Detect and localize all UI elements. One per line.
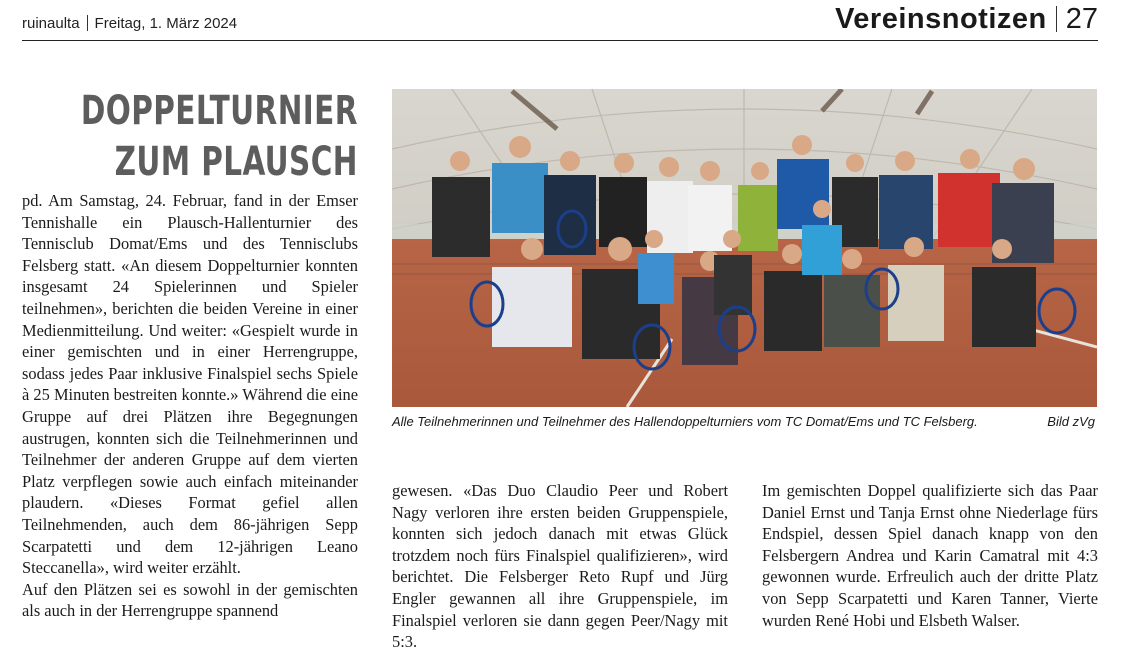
group-photo-image bbox=[392, 89, 1097, 407]
article-column-3 bbox=[762, 480, 1098, 631]
publication-name: ruinaulta bbox=[22, 15, 80, 32]
header-meta bbox=[22, 15, 237, 32]
header-section-block bbox=[835, 3, 1098, 36]
article-column-2 bbox=[392, 480, 728, 653]
headline-line-1: DOPPELTURNIER bbox=[80, 88, 358, 134]
headline-line-2: ZUM PLAUSCH bbox=[114, 139, 358, 185]
issue-date: Freitag, 1. März 2024 bbox=[94, 15, 238, 32]
header-divider bbox=[1056, 6, 1057, 32]
article-paragraph-2-continued: gewesen. «Das Duo Claudio Peer und Robert Nagy verloren ihre ersten beiden Gruppenspiele, konnten sich jedoch danach mit etwas Glück trotzdem noch fürs Finalspiel qualifizieren», wird berichtet. Die Felsberger Reto Rupf und Jürg Engler gewannen all ihre Gruppenspiele, im Finalspiel verloren sie dann gegen Peer/Nagy mit 5:3. bbox=[392, 481, 728, 652]
article-paragraph-1: pd. Am Samstag, 24. Februar, fand in der Emser Tennishalle ein Plausch-Hallenturnier des Tennisclub Domat/Ems und des Tennisclubs Felsberg statt. «An diesem Doppelturnier konnten insgesamt 24 Spielerinnen und Spieler teilnehmen», berichten die beiden Vereine in einer Medienmitteilung. Und weiter: «Gespielt wurde in einer gemischten und in einer Herrengruppe, sodass jedes Paar inklusive Finalspiel sechs Spiele à 25 Minuten bestreiten konnte.» Während die eine Gruppe auf drei Plätzen ihre Begegnungen austrugen, konnten sich die Teilnehmerinnen und Teilnehmer der anderen Gruppe auf dem vierten Platz verpflegen sowie auch einfach miteinander plaudern. «Dieses Format gefiel allen Teilnehmenden, auch dem 86-jährigen Sepp Scarpatetti und dem 12-jährigen Leano Steccanella», wird weiter erzählt. bbox=[22, 191, 358, 578]
photo-caption-row bbox=[392, 414, 1097, 429]
article-photo bbox=[392, 89, 1097, 407]
article-paragraph-2-start: Auf den Plätzen sei es sowohl in der gemischten als auch in der Herrengruppe spannend bbox=[22, 579, 358, 621]
photo-caption: Alle Teilnehmerinnen und Teilnehmer des Hallendoppelturniers vom TC Domat/Ems und TC Felsberg. bbox=[392, 414, 978, 429]
article-column-1 bbox=[22, 190, 358, 622]
article-headline bbox=[81, 86, 358, 188]
page-header bbox=[22, 0, 1098, 41]
section-title: Vereinsnotizen bbox=[835, 3, 1047, 35]
article-paragraph-3: Im gemischten Doppel qualifizierte sich das Paar Daniel Ernst und Tanja Ernst ohne Niederlage fürs Endspiel, dessen Spiel danach knapp von den Felsbergern Andrea und Karin Camatral mit 4:3 gewonnen wurde. Erfreulich auch der dritte Platz von Sepp Scarpatetti und Karen Tanner, Vierte wurden René Hobi und Elsbeth Walser. bbox=[762, 481, 1098, 630]
page-number: 27 bbox=[1065, 3, 1098, 35]
photo-credit: Bild zVg bbox=[1047, 414, 1095, 429]
header-divider bbox=[87, 15, 88, 31]
